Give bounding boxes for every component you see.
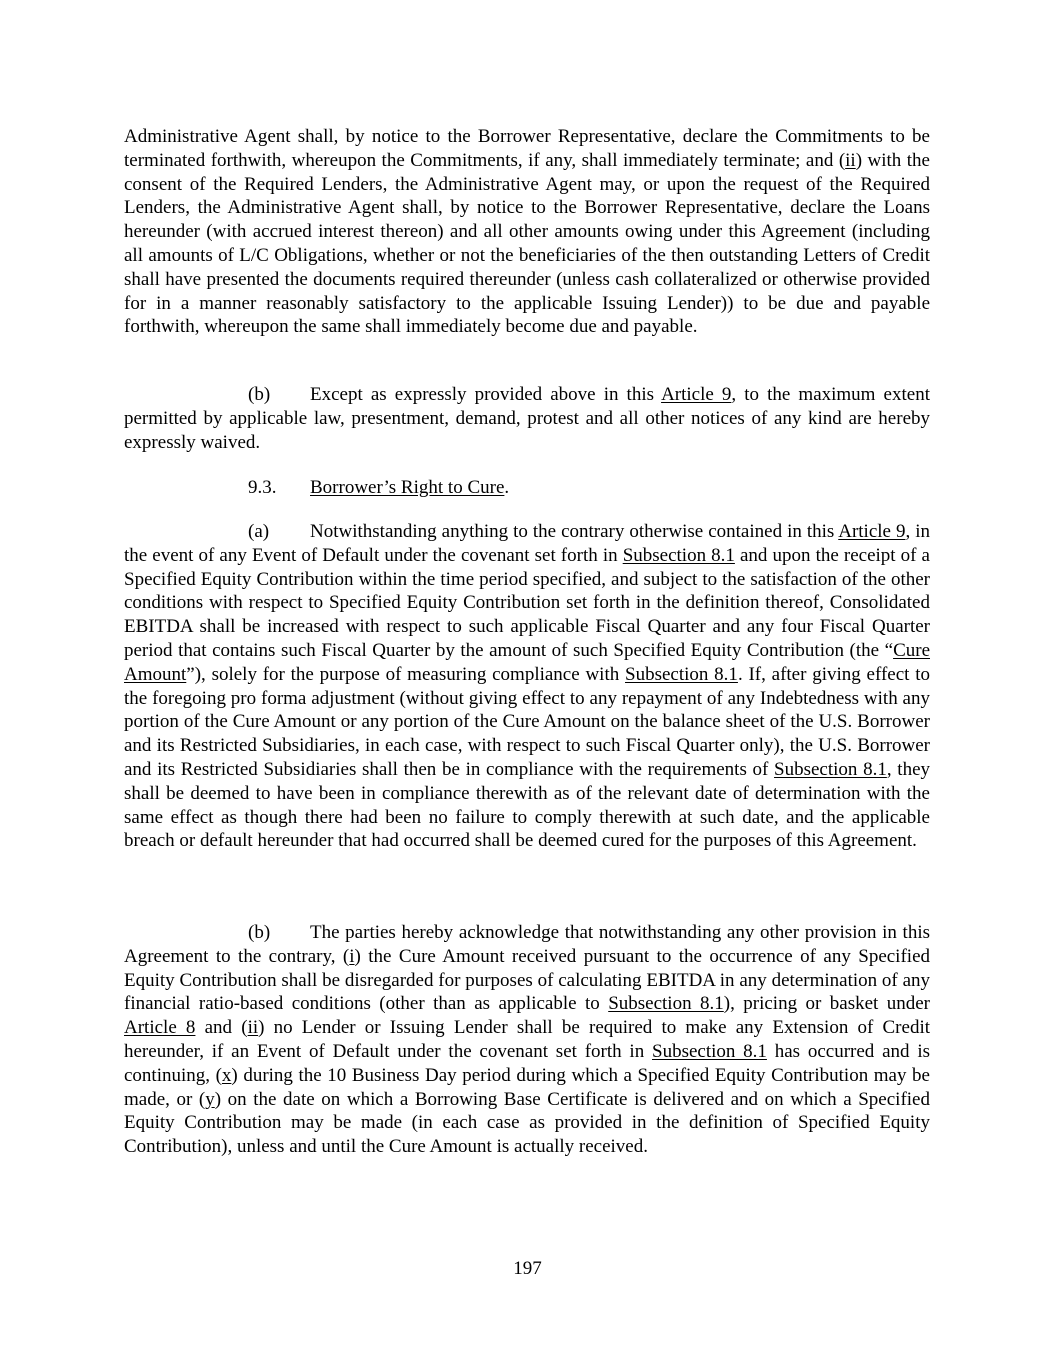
text-run: and upon the receipt of a Specified Equity Contribution within the time period specified, and subject to the satisfaction of the other conditions with respect to Specified Equity Contribution set forth in the definition thereof, Consolidated EBITDA shall be increased with respect to such applicable Fiscal Quarter and any four Fiscal Quarter period that contains such Fiscal Quarter by the amount of such Specified Equity Contribution (the “ (124, 544, 930, 661)
clause-label: (b) (248, 384, 271, 405)
text-run: Notwithstanding anything to the contrary otherwise contained in this (310, 521, 839, 542)
text-run: The parties hereby acknowledge that notwithstanding any other provision in this Agreement to the contrary, ( (124, 922, 930, 967)
text-run: ) with the consent of the Required Lenders, the Administrative Agent may, or upon the request of the Required Lenders, the Administrative Agent shall, by notice to the Borrower Representative, declare the Loans hereunder (with accrued interest thereon) and all other amounts owing under this Agreement (including all amounts of L/C Obligations, whether or not the beneficiaries of the then outstanding Letters of Credit shall have presented the documents required thereunder (unless cash collateralized or otherwise provided for in a manner reasonably satisfactory to the applicable Issuing Lender)) to be due and payable forthwith, whereupon the same shall immediately become due and payable. (124, 149, 930, 338)
section-number: 9.3. (248, 477, 277, 498)
subsection-8-1-link[interactable]: Subsection 8.1 (622, 544, 735, 566)
text-run: and ( (195, 1017, 248, 1039)
clause-ref-y: y (205, 1088, 215, 1110)
subsection-8-1-link[interactable]: Subsection 8.1 (608, 993, 724, 1015)
text-run: , to the maximum extent permitted by applicable law, presentment, demand, protest and all other notices of any kind are hereby expressly waived. (124, 384, 930, 453)
clause-label: (b) (248, 922, 271, 943)
defined-term-cure-amount: Cure Amount (124, 639, 930, 685)
subsection-8-1-link[interactable]: Subsection 8.1 (652, 1040, 767, 1062)
section-title: Borrower’s Right to Cure (310, 477, 505, 498)
article-9-link[interactable]: Article 9 (661, 384, 732, 405)
paragraph-a-cure (124, 520, 930, 853)
text-run: . If, after giving effect to the foregoing pro forma adjustment (without giving effect to any repayment of any Indebtedness with any portion of the Cure Amount or any portion of the Cure Amount on the balance sheet of the U.S. Borrower and its Restricted Subsidiaries, in each case, with respect to such Fiscal Quarter only), the U.S. Borrower and its Restricted Subsidiaries shall then be in compliance with the requirements of (124, 663, 930, 780)
paragraph-b-acknowledgement (124, 921, 930, 1159)
section-heading-9-3 (124, 476, 930, 500)
text-run: ”), solely for the purpose of measuring compliance with (186, 663, 626, 685)
text-run: ) the Cure Amount received pursuant to the occurrence of any Specified Equity Contribution shall be disregarded for purposes of calculating EBITDA in any determination of any financial ratio-based conditions (other than as applicable to (124, 945, 931, 1015)
text-run: ) on the date on which a Borrowing Base Certificate is delivered and on which a Specified Equity Contribution may be made (in each case as provided in the definition of Specified Equity Contribution), unless and until the Cure Amount is actually received. (124, 1088, 930, 1158)
text-run: , in the event of any Event of Default under the covenant set forth in (124, 521, 930, 566)
clause-ref-ii: ii (845, 149, 856, 171)
text-run: ), pricing or basket under (723, 993, 930, 1015)
article-8-link[interactable]: Article 8 (124, 1017, 196, 1039)
page-number: 197 (513, 1258, 542, 1279)
clause-ref-x: x (221, 1064, 232, 1086)
paragraph-continuation (124, 125, 930, 339)
clause-ref-i: i (349, 945, 355, 967)
clause-ref-ii: ii (247, 1017, 259, 1039)
article-9-link[interactable]: Article 9 (838, 521, 906, 542)
text-run: , they shall be deemed to have been in compliance therewith as of the relevant date of determination with the same effect as though there had been no failure to comply therewith at such date, and the applicable breach or default hereunder that had occurred shall be deemed cured for the purposes of this Agreement. (124, 758, 931, 852)
text-run: has occurred and is continuing, ( (124, 1040, 931, 1086)
text-run: Except as expressly provided above in this (310, 384, 662, 405)
text-run: ) during the 10 Business Day period during which a Specified Equity Contribution may be made, or ( (124, 1064, 930, 1110)
text-run: Administrative Agent shall, by notice to the Borrower Representative, declare the Commitments to be terminated forthwith, whereupon the Commitments, if any, shall immediately terminate; and ( (124, 126, 930, 171)
clause-label: (a) (248, 521, 270, 542)
text-run: . (504, 477, 510, 498)
paragraph-b-waiver (124, 383, 930, 454)
subsection-8-1-link[interactable]: Subsection 8.1 (625, 663, 738, 685)
subsection-8-1-link[interactable]: Subsection 8.1 (774, 758, 887, 780)
text-run: ) no Lender or Issuing Lender shall be required to make any Extension of Credit hereunder, if an Event of Default under the covenant set forth in (124, 1017, 930, 1062)
